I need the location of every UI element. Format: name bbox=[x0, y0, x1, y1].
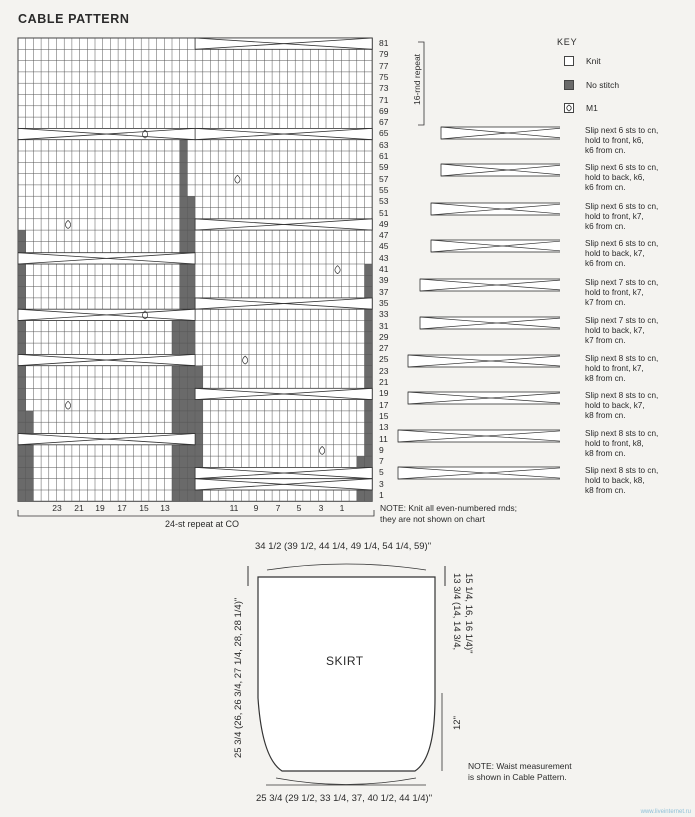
row-number: 1 bbox=[379, 490, 384, 500]
row-number: 3 bbox=[379, 478, 384, 489]
waist-note-line: NOTE: Waist measurement bbox=[468, 761, 572, 771]
skirt-schematic bbox=[240, 553, 460, 798]
row-number: 53 bbox=[379, 196, 389, 207]
cable-key-line: hold to front, k7, bbox=[585, 288, 644, 297]
column-number: 7 bbox=[275, 503, 281, 513]
column-number: 1 bbox=[339, 503, 345, 513]
cable-key-line: Slip next 7 sts to cn, bbox=[585, 278, 659, 287]
cable-key-line: k8 from cn. bbox=[585, 486, 626, 495]
cable-key-line: hold to front, k7, bbox=[585, 364, 644, 373]
key-title: KEY bbox=[557, 37, 578, 47]
column-number: 17 bbox=[117, 503, 127, 513]
key-label-m1: M1 bbox=[586, 103, 598, 113]
cable-key-item bbox=[585, 239, 690, 269]
row-number: 41 bbox=[379, 264, 389, 274]
cable-key-line: hold to front, k6, bbox=[585, 136, 644, 145]
row-number: 79 bbox=[379, 49, 389, 60]
row-number: 55 bbox=[379, 184, 389, 195]
row-number: 81 bbox=[379, 38, 389, 48]
cable-key-line: k8 from cn. bbox=[585, 411, 626, 420]
cable-key-line: Slip next 8 sts to cn, bbox=[585, 354, 659, 363]
cable-key-line: hold to back, k7, bbox=[585, 249, 645, 258]
column-number: 3 bbox=[318, 503, 324, 513]
row-number: 11 bbox=[379, 433, 388, 444]
row-number: 37 bbox=[379, 286, 389, 297]
row-number: 59 bbox=[379, 162, 389, 173]
watermark: www.liveinternet.ru bbox=[640, 809, 691, 815]
cable-key-line: Slip next 6 sts to cn, bbox=[585, 239, 659, 248]
key-label-knit: Knit bbox=[586, 56, 601, 66]
row-number: 43 bbox=[379, 252, 389, 263]
row-number: 13 bbox=[379, 422, 389, 433]
column-number: 11 bbox=[229, 503, 239, 513]
cable-key-line: k6 from cn. bbox=[585, 222, 626, 231]
cable-key-item bbox=[585, 429, 690, 459]
cable-key-line: hold to front, k8, bbox=[585, 439, 644, 448]
skirt-label: SKIRT bbox=[326, 654, 364, 668]
row-number: 27 bbox=[379, 343, 389, 354]
row-number: 33 bbox=[379, 309, 389, 320]
cable-key-line: hold to back, k6, bbox=[585, 173, 645, 182]
row-number: 57 bbox=[379, 173, 389, 184]
cable-key-line: k8 from cn. bbox=[585, 374, 626, 383]
cable-key-line: k6 from cn. bbox=[585, 183, 626, 192]
row-number: 5 bbox=[379, 467, 384, 478]
row-number: 75 bbox=[379, 71, 389, 82]
top-measurement: 34 1/2 (39 1/2, 44 1/4, 49 1/4, 54 1/4, 59)" bbox=[255, 541, 432, 552]
m1-symbol bbox=[564, 103, 574, 113]
row-number: 21 bbox=[379, 377, 389, 387]
chart-note-line: they are not shown on chart bbox=[380, 514, 485, 524]
row-number: 23 bbox=[379, 365, 389, 376]
cable-key-line: hold to back, k8, bbox=[585, 476, 645, 485]
row-number: 65 bbox=[379, 128, 389, 139]
row-number: 61 bbox=[379, 151, 389, 161]
knit-symbol bbox=[564, 56, 574, 66]
row-number: 35 bbox=[379, 297, 389, 308]
column-number: 5 bbox=[296, 503, 302, 513]
column-number: 15 bbox=[139, 503, 149, 513]
row-number: 29 bbox=[379, 331, 389, 342]
cable-key-line: hold to front, k7, bbox=[585, 212, 644, 221]
row-number: 51 bbox=[379, 207, 389, 218]
cable-key-line: Slip next 6 sts to cn, bbox=[585, 163, 659, 172]
stitch-repeat-label: 24-st repeat at CO bbox=[162, 519, 242, 529]
cable-key-item bbox=[585, 466, 690, 496]
cable-key-line: Slip next 8 sts to cn, bbox=[585, 391, 659, 400]
cable-key-line: Slip next 8 sts to cn, bbox=[585, 429, 659, 438]
key-label-no-stitch: No stitch bbox=[586, 80, 620, 90]
column-number: 9 bbox=[253, 503, 259, 513]
waist-note-line: is shown in Cable Pattern. bbox=[468, 772, 567, 782]
row-number: 73 bbox=[379, 83, 389, 94]
row-number: 31 bbox=[379, 320, 389, 331]
cable-key-line: Slip next 8 sts to cn, bbox=[585, 466, 659, 475]
cable-key-line: hold to back, k7, bbox=[585, 401, 645, 410]
row-number: 39 bbox=[379, 275, 389, 286]
column-number: 23 bbox=[52, 503, 62, 513]
row-number: 69 bbox=[379, 105, 389, 116]
row-number: 71 bbox=[379, 94, 389, 105]
right-measurement-upper-1: 13 3/4 (14, 14 3/4, bbox=[451, 573, 462, 651]
row-number: 77 bbox=[379, 60, 389, 71]
row-number: 49 bbox=[379, 218, 389, 229]
m1-loop-icon bbox=[565, 104, 573, 112]
cable-key-line: Slip next 7 sts to cn, bbox=[585, 316, 659, 325]
row-number: 67 bbox=[379, 117, 389, 128]
column-number: 19 bbox=[95, 503, 105, 513]
cable-key-item bbox=[585, 354, 690, 384]
left-measurement: 25 3/4 (26, 26 3/4, 27 1/4, 28, 28 1/4)" bbox=[233, 597, 244, 758]
row-number: 45 bbox=[379, 241, 389, 252]
repeat-label: 16-rnd repeat bbox=[412, 53, 422, 105]
cable-key-line: k8 from cn. bbox=[585, 449, 626, 458]
chart-note-line: NOTE: Knit all even-numbered rnds; bbox=[380, 503, 518, 513]
cable-key-line: k7 from cn. bbox=[585, 298, 626, 307]
cable-key-item bbox=[585, 163, 690, 193]
cable-key-item bbox=[585, 202, 690, 232]
row-number: 7 bbox=[379, 456, 384, 467]
cable-key-line: k6 from cn. bbox=[585, 259, 626, 268]
row-number: 19 bbox=[379, 388, 389, 399]
row-number: 9 bbox=[379, 444, 384, 455]
cable-key-item bbox=[585, 278, 690, 308]
cable-key-item bbox=[585, 316, 690, 346]
right-measurement-upper-2: 15 1/4, 16, 16 1/4)" bbox=[463, 573, 474, 654]
row-number: 15 bbox=[379, 410, 389, 421]
no-stitch-symbol bbox=[564, 80, 574, 90]
cable-key-item bbox=[585, 126, 690, 156]
row-number: 25 bbox=[379, 354, 389, 365]
cable-key-line: k7 from cn. bbox=[585, 336, 626, 345]
cable-key-item bbox=[585, 391, 690, 421]
chart-note bbox=[380, 503, 517, 525]
right-measurement-lower: 12" bbox=[452, 716, 463, 730]
cable-key-line: Slip next 6 sts to cn, bbox=[585, 126, 659, 135]
no-stitch-cell bbox=[187, 196, 195, 501]
row-number: 17 bbox=[379, 399, 389, 410]
column-number: 21 bbox=[74, 503, 84, 513]
bottom-measurement: 25 3/4 (29 1/2, 33 1/4, 37, 40 1/2, 44 1/4)" bbox=[256, 793, 433, 804]
cable-key-line: Slip next 6 sts to cn, bbox=[585, 202, 659, 211]
row-number: 63 bbox=[379, 139, 389, 150]
waist-note bbox=[468, 761, 572, 783]
cable-key-line: k6 from cn. bbox=[585, 146, 626, 155]
chart-title: CABLE PATTERN bbox=[18, 12, 130, 26]
row-number: 47 bbox=[379, 230, 389, 241]
cable-key-line: hold to back, k7, bbox=[585, 326, 645, 335]
column-number: 13 bbox=[160, 503, 170, 513]
